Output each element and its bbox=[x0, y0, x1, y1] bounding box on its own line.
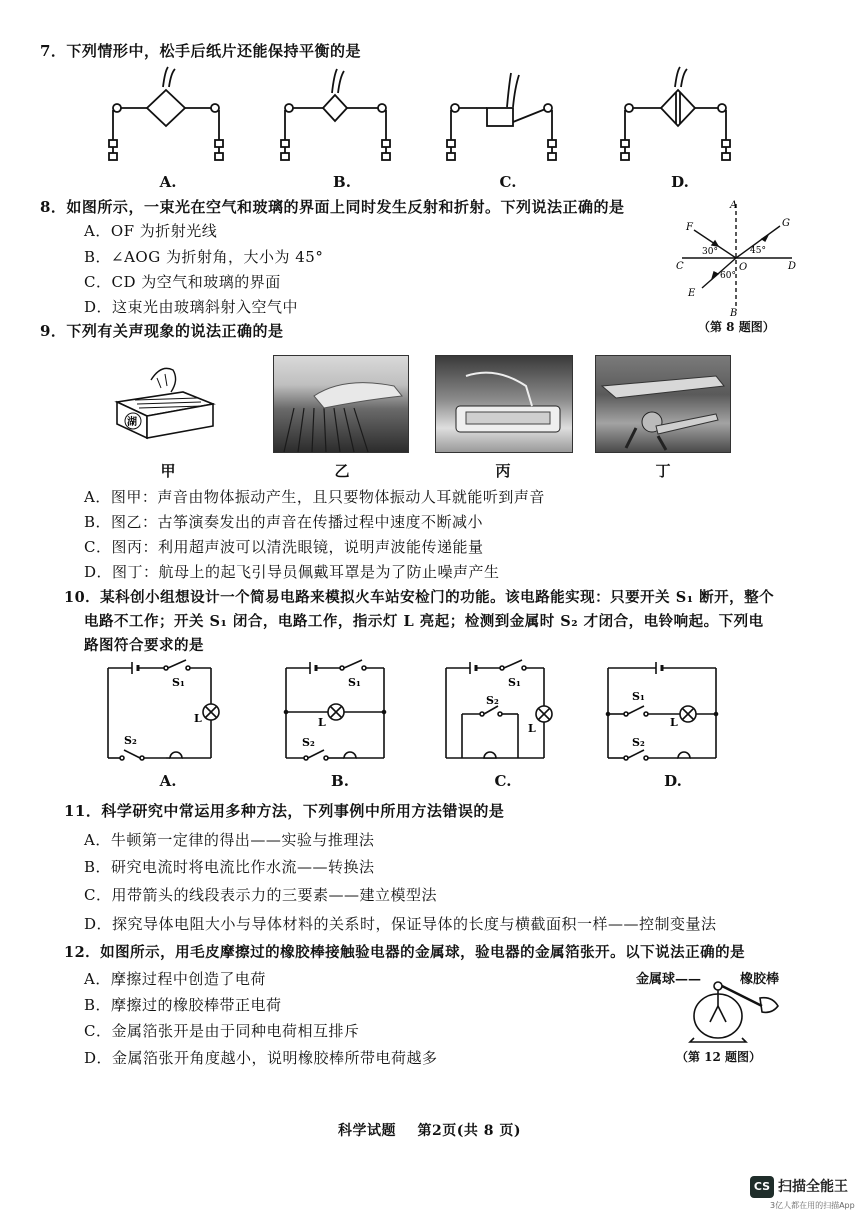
q8-label-e: E bbox=[688, 288, 696, 299]
q10-circuit-b bbox=[284, 660, 406, 766]
q10-circuit-c bbox=[444, 660, 566, 766]
q7-figure-c bbox=[445, 65, 570, 165]
q12-option-a: A．摩擦过程中创造了电荷 bbox=[84, 970, 266, 988]
q8-option-a: A．OF 为折射光线 bbox=[84, 222, 218, 240]
q9-caption-yi: 乙 bbox=[334, 462, 350, 480]
q10b-s2-label: S₂ bbox=[302, 736, 315, 749]
q10-circuit-d bbox=[606, 660, 728, 766]
scanner-app-tagline: 3亿人都在用的扫描App bbox=[770, 1201, 855, 1210]
q7-label-a: A. bbox=[159, 173, 177, 191]
q12-option-d: D．金属箔张开角度越小，说明橡胶棒所带电荷越多 bbox=[84, 1049, 438, 1067]
q8-option-b: B．∠AOG 为折射角，大小为 45° bbox=[84, 248, 324, 266]
q8-angle-60: 60° bbox=[720, 271, 736, 281]
q10a-lamp-label: L bbox=[194, 712, 202, 725]
question-12-stem: 12．如图所示，用毛皮摩擦过的橡胶棒接触验电器的金属球，验电器的金属箔张开。以下说法正确的是 bbox=[64, 944, 746, 961]
q8-label-f: F bbox=[686, 222, 693, 233]
q9-option-b: B．图乙：古筝演奏发出的声音在传播过程中速度不断减小 bbox=[84, 513, 484, 531]
q7-label-c: C. bbox=[499, 173, 517, 191]
q9-option-d: D．图丁：航母上的起飞引导员佩戴耳罩是为了防止噪声产生 bbox=[84, 563, 500, 581]
q11-option-a: A．牛顿第一定律的得出——实验与推理法 bbox=[84, 831, 375, 849]
q9-caption-bing: 丙 bbox=[495, 462, 511, 480]
q10b-s1-label: S₁ bbox=[348, 676, 361, 689]
question-8-stem: 8．如图所示，一束光在空气和玻璃的界面上同时发生反射和折射。下列说法正确的是 bbox=[40, 198, 625, 216]
q10d-s2-label: S₂ bbox=[632, 736, 645, 749]
q10-label-d: D. bbox=[664, 772, 682, 790]
q8-label-b: B bbox=[730, 308, 738, 319]
scanner-logo-badge: CS bbox=[750, 1176, 774, 1198]
q10-label-b: B. bbox=[331, 772, 349, 790]
q10-circuit-a bbox=[106, 660, 228, 766]
q10d-lamp-label: L bbox=[670, 716, 678, 729]
q12-ball-label: 金属球—— bbox=[636, 972, 702, 987]
q8-light-figure bbox=[672, 196, 802, 319]
q10c-s2-label: S₂ bbox=[486, 694, 499, 707]
q10c-s1-label: S₁ bbox=[508, 676, 521, 689]
q12-option-c: C．金属箔张开是由于同种电荷相互排斥 bbox=[84, 1022, 360, 1040]
q12-electroscope-figure bbox=[676, 980, 786, 1044]
q8-label-o: O bbox=[739, 262, 748, 273]
q9-caption-ding: 丁 bbox=[655, 462, 671, 480]
q8-label-c: C bbox=[676, 261, 684, 272]
scanner-app-name: 扫描全能王 bbox=[778, 1179, 848, 1195]
q7-label-d: D. bbox=[671, 173, 689, 191]
q7-figure-d bbox=[617, 65, 742, 165]
page-footer: 科学试题 第2页(共 8 页) bbox=[338, 1123, 521, 1139]
q7-figure-b bbox=[277, 65, 402, 165]
question-9-stem: 9．下列有关声现象的说法正确的是 bbox=[40, 322, 284, 340]
question-10-stem-line3: 路图符合要求的是 bbox=[84, 637, 204, 654]
q11-option-b: B．研究电流时将电流比作水流——转换法 bbox=[84, 858, 375, 876]
q10c-lamp-label: L bbox=[528, 722, 536, 735]
q8-angle-45: 45° bbox=[750, 246, 766, 256]
q9-caption-jia: 甲 bbox=[160, 462, 176, 480]
q7-figure-a bbox=[105, 65, 230, 165]
q9-option-a: A．图甲：声音由物体振动产生，且只要物体振动人耳就能听到声音 bbox=[84, 488, 545, 506]
q8-label-d: D bbox=[788, 261, 797, 272]
q8-figure-caption: （第 8 题图） bbox=[698, 320, 775, 334]
q11-option-d: D．探究导体电阻大小与导体材料的关系时，保证导体的长度与横截面积一样——控制变量法 bbox=[84, 915, 717, 933]
q10-label-a: A. bbox=[159, 772, 177, 790]
q10d-s1-label: S₁ bbox=[632, 690, 645, 703]
q10a-s2-label: S₂ bbox=[124, 734, 137, 747]
q12-figure-caption: （第 12 题图） bbox=[676, 1050, 762, 1064]
q8-label-g: G bbox=[782, 218, 790, 229]
q9-image-bing bbox=[435, 355, 573, 453]
q8-option-d: D．这束光由玻璃斜射入空气中 bbox=[84, 298, 299, 316]
q9-image-ding bbox=[595, 355, 731, 453]
q10-label-c: C. bbox=[494, 772, 512, 790]
q9-image-yi bbox=[273, 355, 409, 453]
q10a-s1-label: S₁ bbox=[172, 676, 185, 689]
q9-option-c: C．图丙：利用超声波可以清洗眼镜，说明声波能传递能量 bbox=[84, 538, 484, 556]
q12-rod-label: 橡胶棒 bbox=[740, 972, 780, 987]
q9-box-text: 湖 bbox=[127, 417, 137, 428]
q7-label-b: B. bbox=[333, 173, 351, 191]
question-10-stem-line2: 电路不工作；开关 S₁ 闭合，电路工作，指示灯 L 亮起；检测到金属时 S₂ 才闭合，电铃响起。下列电 bbox=[84, 613, 764, 630]
q10b-lamp-label: L bbox=[318, 716, 326, 729]
question-7-stem: 7．下列情形中，松手后纸片还能保持平衡的是 bbox=[40, 42, 361, 60]
question-10-stem-line1: 10．某科创小组想设计一个简易电路来模拟火车站安检门的功能。该电路能实现：只要开关 S₁ 断开，整个 bbox=[64, 589, 775, 606]
q8-angle-30: 30° bbox=[702, 247, 718, 257]
q11-option-c: C．用带箭头的线段表示力的三要素——建立模型法 bbox=[84, 886, 437, 904]
q8-option-c: C．CD 为空气和玻璃的界面 bbox=[84, 273, 281, 291]
q12-option-b: B．摩擦过的橡胶棒带正电荷 bbox=[84, 996, 282, 1014]
q9-image-jia bbox=[113, 360, 223, 442]
q8-label-a: A bbox=[730, 200, 738, 211]
question-11-stem: 11．科学研究中常运用多种方法，下列事例中所用方法错误的是 bbox=[64, 802, 505, 820]
